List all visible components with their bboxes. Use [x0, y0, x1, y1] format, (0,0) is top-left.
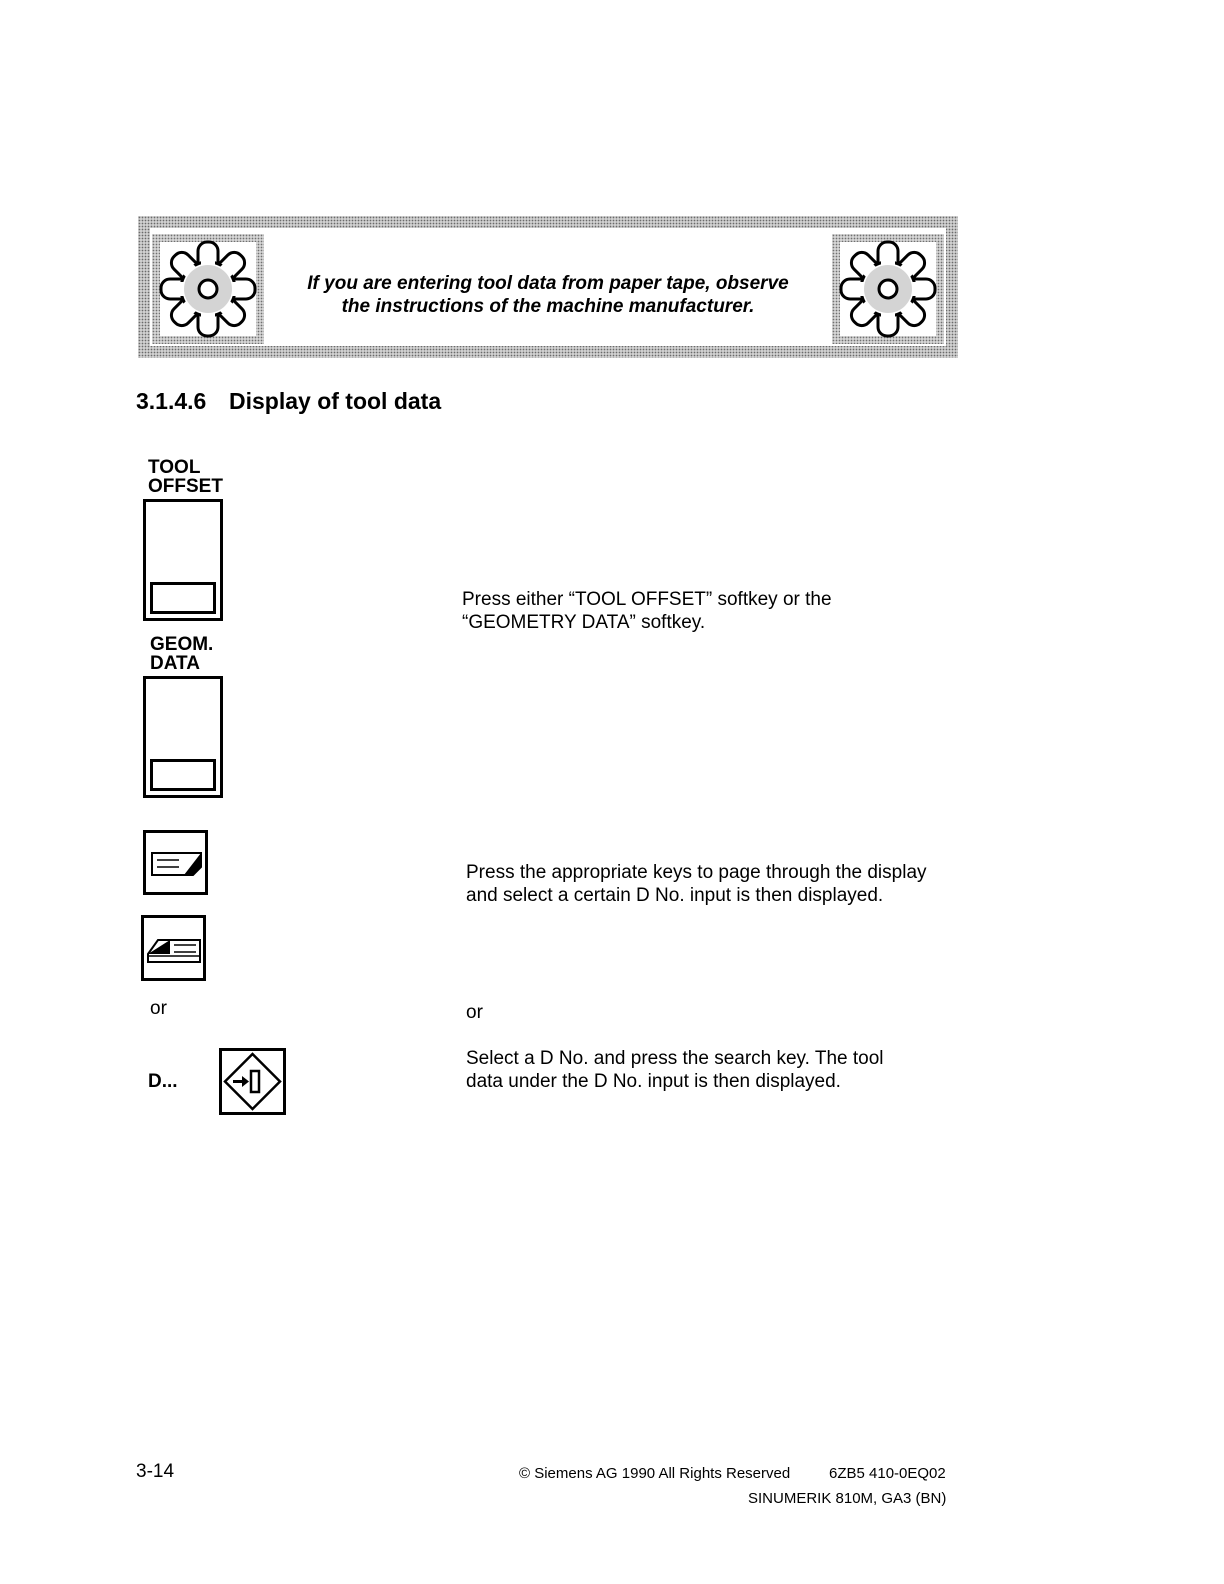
d-number-label: D... [148, 1071, 178, 1092]
paging-instruction [466, 861, 927, 907]
footer-order-code: 6ZB5 410-0EQ02 [829, 1465, 946, 1482]
page-back-icon [144, 918, 203, 978]
right-or-label: or [466, 1002, 483, 1023]
notice-text [274, 272, 822, 318]
search-key[interactable] [219, 1048, 286, 1115]
paging-instruction-line-1: Press the appropriate keys to page through the display [466, 862, 927, 883]
page-forward-icon [146, 833, 205, 892]
page-number: 3-14 [136, 1461, 175, 1482]
section-heading [136, 388, 441, 415]
search-instruction-line-1: Select a D No. and press the search key. The tool [466, 1048, 884, 1069]
gear-icon [835, 237, 941, 341]
geom-data-label-line-2: DATA [150, 653, 200, 674]
search-instruction [466, 1047, 884, 1093]
section-title: Display of tool data [229, 388, 442, 414]
page-back-key[interactable] [141, 915, 206, 981]
tool-offset-label [148, 458, 223, 496]
notice-right-icon-box [830, 232, 946, 346]
notice-line-1: If you are entering tool data from paper tape, observe [307, 273, 789, 294]
page-forward-key[interactable] [143, 830, 208, 895]
softkey-instruction [462, 588, 832, 634]
softkey-slot [150, 582, 216, 614]
notice-banner [138, 216, 958, 358]
tool-offset-label-line-2: OFFSET [148, 476, 223, 497]
softkey-instruction-line-1: Press either “TOOL OFFSET” softkey or the [462, 589, 832, 610]
softkey-slot [150, 759, 216, 791]
left-or-label: or [150, 998, 167, 1019]
gear-icon [155, 237, 261, 341]
notice-panel [150, 228, 946, 346]
geometry-data-softkey[interactable] [143, 676, 223, 798]
section-number: 3.1.4.6 [136, 388, 207, 414]
tool-offset-softkey[interactable] [143, 499, 223, 621]
footer-copyright: © Siemens AG 1990 All Rights Reserved [519, 1465, 791, 1482]
footer-product: SINUMERIK 810M, GA3 (BN) [748, 1490, 947, 1507]
search-key-icon [222, 1051, 283, 1112]
notice-left-icon-box [150, 232, 266, 346]
search-instruction-line-2: data under the D No. input is then displayed. [466, 1071, 841, 1092]
geom-data-label [150, 635, 213, 673]
tool-offset-label-line-1: TOOL [148, 457, 201, 478]
notice-line-2: the instructions of the machine manufacturer. [341, 296, 755, 317]
geom-data-label-line-1: GEOM. [150, 634, 214, 655]
paging-instruction-line-2: and select a certain D No. input is then displayed. [466, 885, 884, 906]
softkey-instruction-line-2: “GEOMETRY DATA” softkey. [462, 612, 706, 633]
